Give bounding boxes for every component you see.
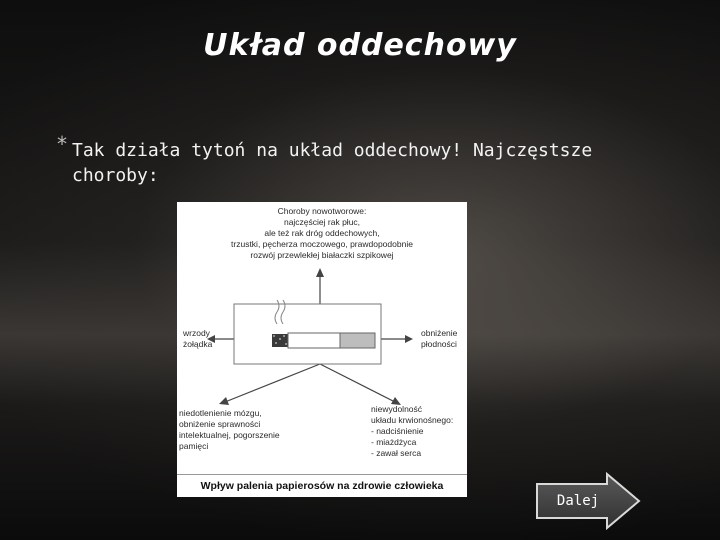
top-label: Choroby nowotworowe: najczęściej rak płuc, ale też rak dróg oddechowych, trzustki, pęcherza moczowego, prawdopodobnie rozwój przewlekłej białaczki szpikowej bbox=[231, 206, 413, 260]
figure-caption: Wpływ palenia papierosów na zdrowie człowieka bbox=[177, 474, 467, 497]
smoking-effects-figure bbox=[177, 202, 467, 497]
right-label: obniżenie płodności bbox=[421, 328, 458, 349]
next-button-label: Dalej bbox=[556, 493, 600, 509]
next-button[interactable] bbox=[535, 472, 641, 530]
left-label: wrzody żołądka bbox=[183, 328, 213, 349]
bottom-right-label: niewydolność układu krwionośnego: - nadciśnienie - miażdżyca - zawał serca bbox=[371, 404, 454, 458]
bottom-left-label: niedotlenienie mózgu, obniżenie sprawności intelektualnej, pogorszenie pamięci bbox=[179, 408, 280, 451]
bullet-item bbox=[56, 132, 618, 188]
bullet-text: Tak działa tytoń na układ oddechowy! Najczęstsze choroby: bbox=[72, 140, 593, 186]
bullet-icon: * bbox=[56, 132, 69, 156]
slide-title: Układ oddechowy bbox=[203, 28, 517, 63]
